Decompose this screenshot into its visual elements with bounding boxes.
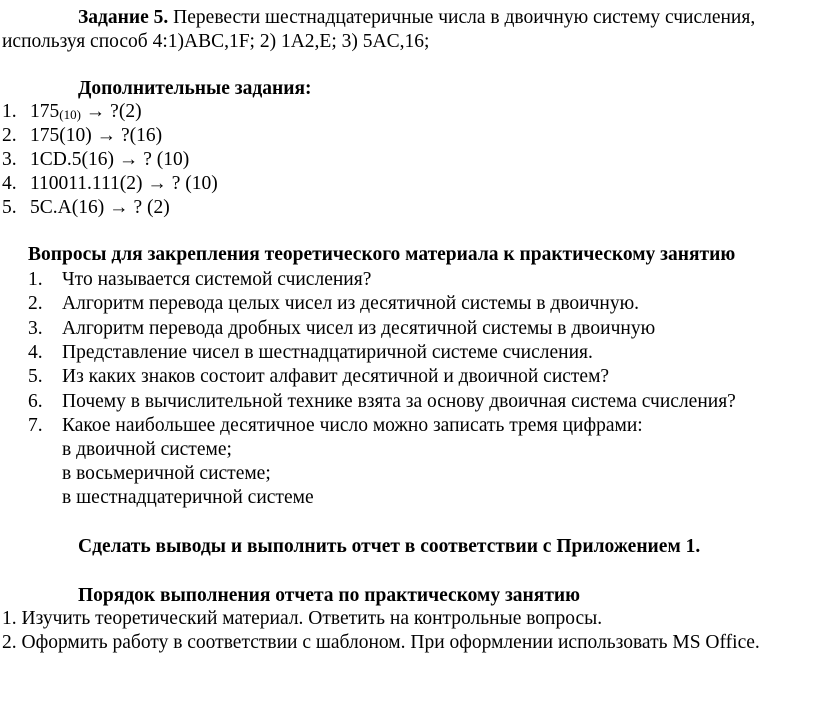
question-7 [28, 414, 643, 438]
question-number: 3. [28, 318, 43, 339]
question-text: Какое наибольшее десятичное число можно записать тремя цифрами: [62, 415, 643, 436]
question-number: 4. [28, 342, 43, 363]
item-text: 5C.A(16) → ? (2) [30, 197, 170, 218]
question-1 [28, 268, 371, 292]
question-text: Алгоритм перевода дробных чисел из десятичной системы в двоичную [62, 318, 656, 339]
item-target: → ?(2) [80, 101, 142, 122]
question-number: 7. [28, 415, 43, 436]
item-number: 4. [2, 173, 17, 194]
item-text: 175(10) → ?(16) [30, 125, 163, 146]
report-heading: Порядок выполнения отчета по практическому занятию [78, 585, 581, 606]
item-value: 175 [30, 101, 60, 122]
task5-text-line1: Перевести шестнадцатеричные числа в двоичную систему счисления, [168, 7, 756, 28]
additional-item-4 [2, 172, 218, 196]
item-number: 3. [2, 149, 17, 170]
question-text: Из каких знаков состоит алфавит десятичной и двоичной систем? [62, 366, 610, 387]
question-6 [28, 390, 736, 414]
question-text: Что называется системой счисления? [62, 269, 372, 290]
question-text: Почему в вычислительной технике взята за основу двоичная система счисления? [62, 391, 736, 412]
task5-text-line2: используя способ 4:1)ABC,1F; 2) 1A2,E; 3) 5AC,16; [2, 31, 430, 52]
question-7-subitem-octal: в восьмеричной системе; [62, 463, 271, 484]
item-text: 1CD.5(16) → ? (10) [30, 149, 190, 170]
question-7-subitem-hex: в шестнадцатеричной системе [62, 487, 314, 508]
question-4 [28, 341, 593, 365]
item-text: 110011.111(2) → ? (10) [30, 173, 218, 194]
additional-item-2 [2, 124, 162, 148]
additional-item-1 [2, 100, 142, 127]
question-7-subitem-binary: в двоичной системе; [62, 439, 232, 460]
conclusion-text: Сделать выводы и выполнить отчет в соответствии с Приложением 1. [78, 536, 701, 557]
additional-heading: Дополнительные задания: [78, 78, 312, 99]
report-item-2: 2. Оформить работу в соответствии с шаблоном. При оформлении использовать MS Office. [2, 632, 760, 653]
question-text: Представление чисел в шестнадцатиричной системе счисления. [62, 342, 593, 363]
item-number: 1. [2, 101, 17, 122]
additional-item-3 [2, 148, 189, 172]
question-number: 2. [28, 293, 43, 314]
item-number: 2. [2, 125, 17, 146]
task5-label: Задание 5. [78, 7, 169, 28]
report-item-1: 1. Изучить теоретический материал. Ответить на контрольные вопросы. [2, 608, 603, 629]
task5-line1 [78, 6, 755, 30]
question-number: 1. [28, 269, 43, 290]
question-5 [28, 365, 609, 389]
question-text: Алгоритм перевода целых чисел из десятичной системы в двоичную. [62, 293, 640, 314]
question-2 [28, 292, 639, 316]
additional-item-5 [2, 196, 170, 220]
questions-heading: Вопросы для закрепления теоретического материала к практическому занятию [28, 244, 736, 265]
question-number: 6. [28, 391, 43, 412]
question-number: 5. [28, 366, 43, 387]
question-3 [28, 317, 655, 341]
item-number: 5. [2, 197, 17, 218]
item-base: (10) [59, 107, 81, 122]
